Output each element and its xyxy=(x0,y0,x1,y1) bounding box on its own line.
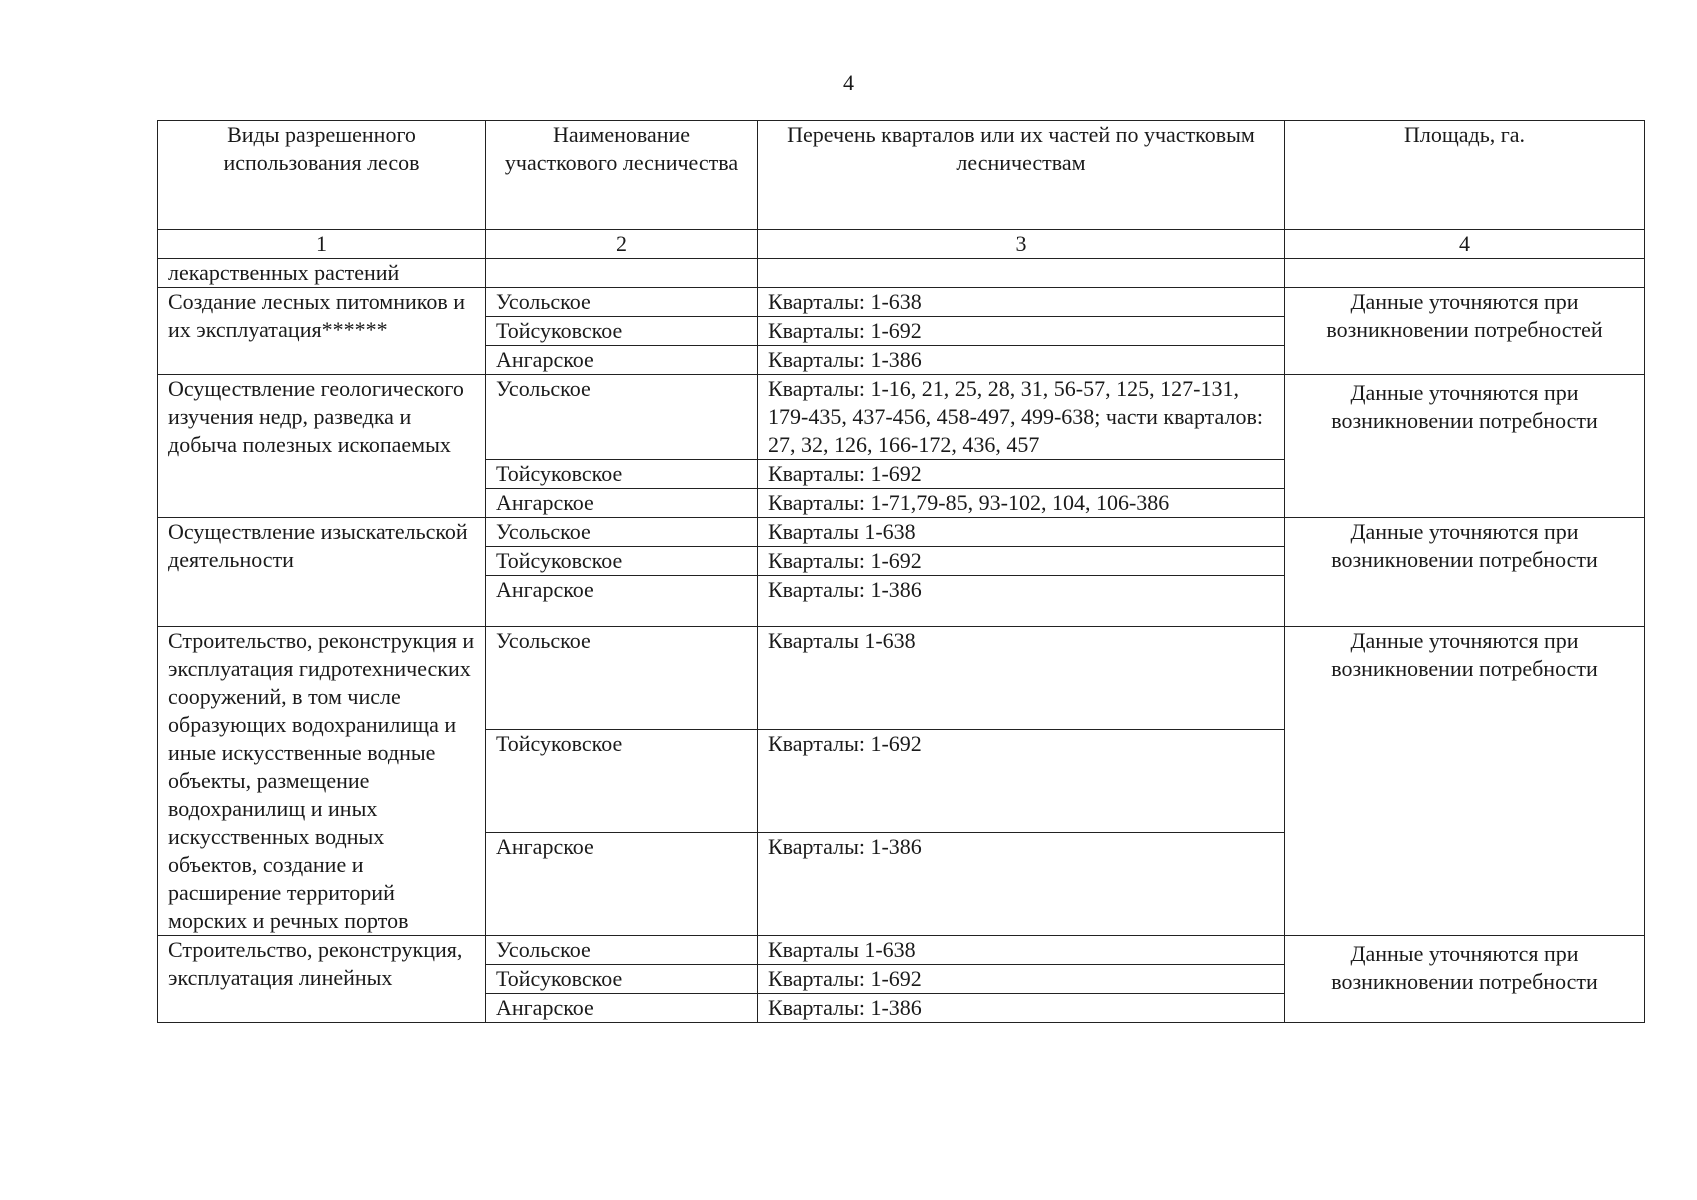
header-use-type: Виды разрешенного использования лесов xyxy=(158,121,486,230)
quarters-list: Кварталы: 1-692 xyxy=(758,730,1285,833)
forestry-name: Ангарское xyxy=(486,346,758,375)
header-quarters-list: Перечень кварталов или их частей по участковым лесничествам xyxy=(758,121,1285,230)
forestry-name: Ангарское xyxy=(486,576,758,627)
use-type-cell: Осуществление геологического изучения недр, разведка и добыча полезных ископаемых xyxy=(158,375,486,518)
forestry-name: Ангарское xyxy=(486,994,758,1023)
forest-use-table xyxy=(157,120,1645,1023)
table-row xyxy=(158,288,1645,317)
quarters-list: Кварталы 1-638 xyxy=(758,518,1285,547)
quarters-list: Кварталы: 1-71,79-85, 93-102, 104, 106-386 xyxy=(758,489,1285,518)
forestry-name: Тойсуковское xyxy=(486,730,758,833)
quarters-list: Кварталы: 1-386 xyxy=(758,994,1285,1023)
empty-cell xyxy=(486,259,758,288)
quarters-list: Кварталы 1-638 xyxy=(758,936,1285,965)
forestry-name: Ангарское xyxy=(486,833,758,936)
empty-cell xyxy=(758,259,1285,288)
column-number: 1 xyxy=(158,230,486,259)
forestry-name: Усольское xyxy=(486,627,758,730)
quarters-list: Кварталы: 1-692 xyxy=(758,547,1285,576)
header-area: Площадь, га. xyxy=(1285,121,1645,230)
quarters-list: Кварталы: 1-386 xyxy=(758,346,1285,375)
area-cell: Данные уточняются при возникновении потребности xyxy=(1285,375,1645,518)
forestry-name: Усольское xyxy=(486,936,758,965)
table-header-row xyxy=(158,121,1645,230)
forestry-name: Ангарское xyxy=(486,489,758,518)
empty-cell xyxy=(1285,259,1645,288)
column-number-row xyxy=(158,230,1645,259)
forestry-name: Тойсуковское xyxy=(486,547,758,576)
header-forestry-name: Наименование участкового лесничества xyxy=(486,121,758,230)
page-number: 4 xyxy=(843,70,854,95)
quarters-list: Кварталы: 1-386 xyxy=(758,833,1285,936)
column-number: 2 xyxy=(486,230,758,259)
table-row xyxy=(158,936,1645,965)
quarters-list: Кварталы 1-638 xyxy=(758,627,1285,730)
table-row xyxy=(158,375,1645,460)
area-cell: Данные уточняются при возникновении потребностей xyxy=(1285,288,1645,375)
area-cell: Данные уточняются при возникновении потребности xyxy=(1285,936,1645,1023)
column-number: 3 xyxy=(758,230,1285,259)
forestry-name: Усольское xyxy=(486,518,758,547)
quarters-list: Кварталы: 1-386 xyxy=(758,576,1285,627)
quarters-list: Кварталы: 1-692 xyxy=(758,965,1285,994)
forestry-name: Усольское xyxy=(486,375,758,460)
quarters-list: Кварталы: 1-692 xyxy=(758,317,1285,346)
quarters-list: Кварталы: 1-638 xyxy=(758,288,1285,317)
forestry-name: Тойсуковское xyxy=(486,460,758,489)
forestry-name: Усольское xyxy=(486,288,758,317)
quarters-list: Кварталы: 1-692 xyxy=(758,460,1285,489)
use-type-cell: Создание лесных питомников и их эксплуатация****** xyxy=(158,288,486,375)
table-row xyxy=(158,627,1645,730)
use-type-cell: Строительство, реконструкция и эксплуатация гидротехнических сооружений, в том числе образующих водохранилища и иные искусственные водные объекты, размещение водохранилищ и иных искусственных водных объектов, создание и расширение территорий морских и речных портов xyxy=(158,627,486,936)
area-cell: Данные уточняются при возникновении потребности xyxy=(1285,627,1645,936)
continuation-row xyxy=(158,259,1645,288)
forestry-name: Тойсуковское xyxy=(486,965,758,994)
use-type-cell: Осуществление изыскательской деятельности xyxy=(158,518,486,627)
table-row xyxy=(158,518,1645,547)
use-type-continuation: лекарственных растений xyxy=(158,259,486,288)
column-number: 4 xyxy=(1285,230,1645,259)
quarters-list: Кварталы: 1-16, 21, 25, 28, 31, 56-57, 125, 127-131, 179-435, 437-456, 458-497, 499-638; части кварталов: 27, 32, 126, 166-172, 436, 457 xyxy=(758,375,1285,460)
forestry-name: Тойсуковское xyxy=(486,317,758,346)
area-cell: Данные уточняются при возникновении потребности xyxy=(1285,518,1645,627)
use-type-cell: Строительство, реконструкция, эксплуатация линейных xyxy=(158,936,486,1023)
